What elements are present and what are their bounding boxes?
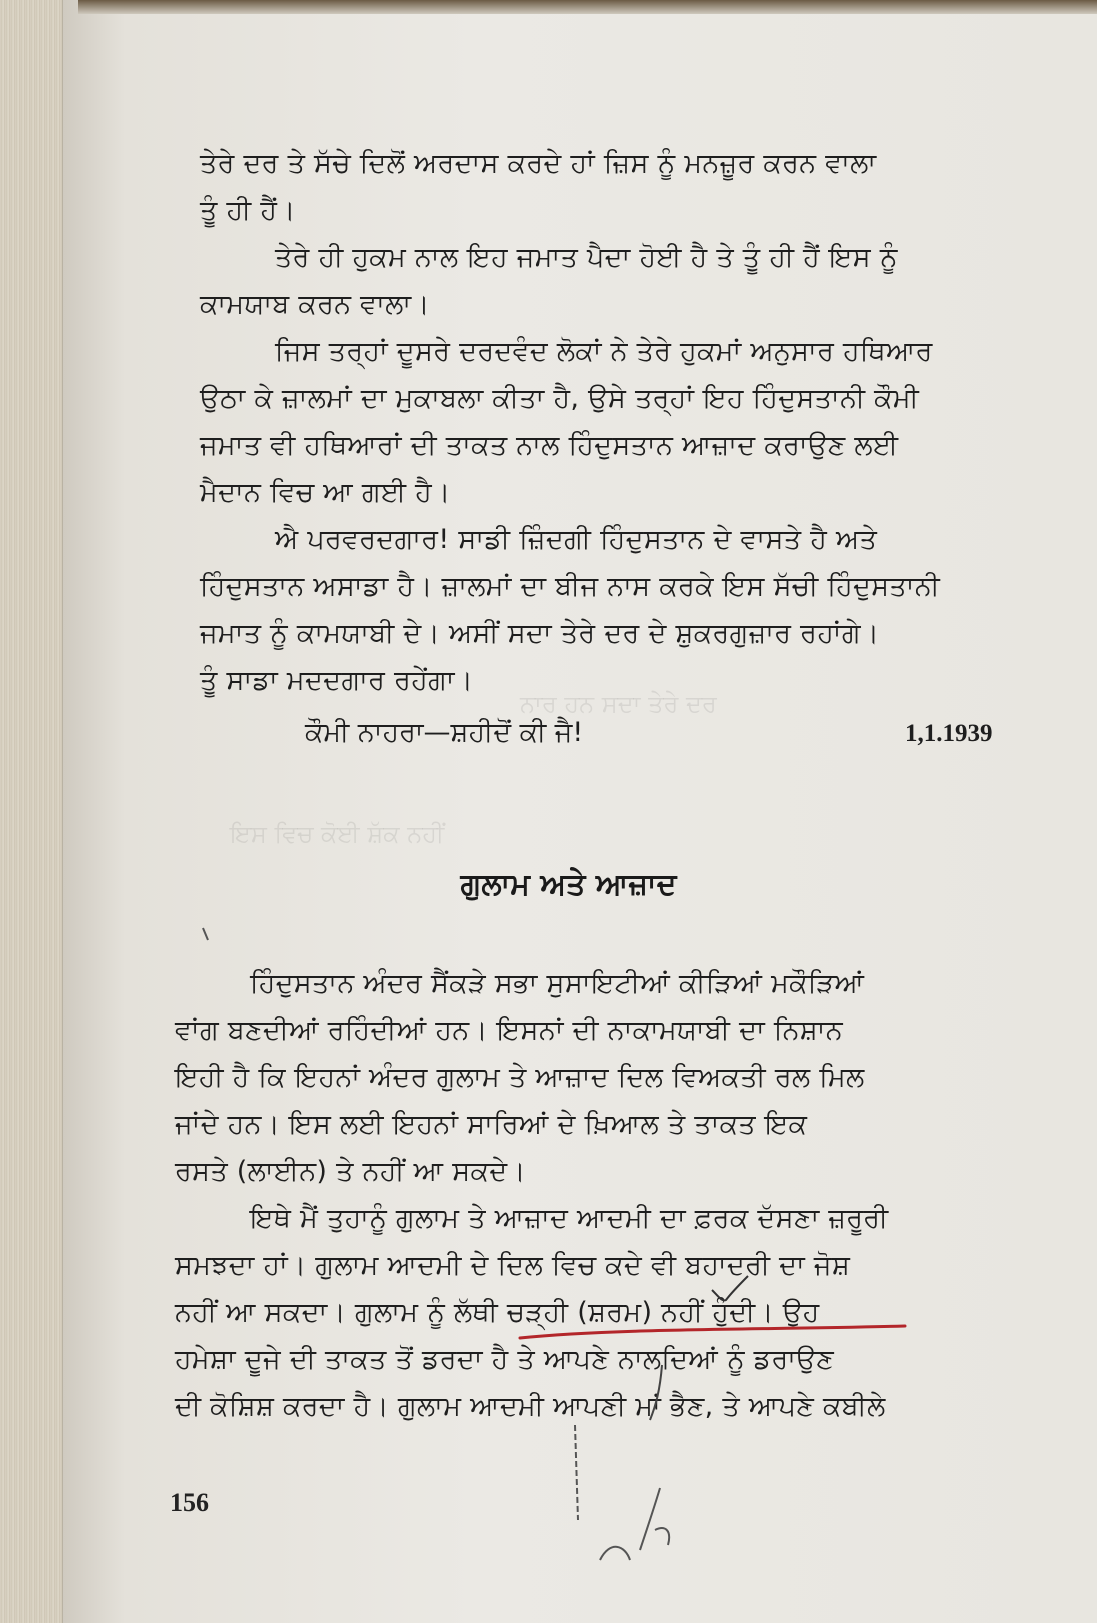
- page-number: 156: [170, 1488, 209, 1517]
- text-line: ਜਿਸ ਤਰ੍ਹਾਂ ਦੂਸਰੇ ਦਰਦਵੰਦ ਲੋਕਾਂ ਨੇ ਤੇਰੇ ਹੁਕਮਾਂ ਅਨੁਸਾਰ ਹਥਿਆਰ: [275, 336, 933, 367]
- text-line: ਦੀ ਕੋਸ਼ਿਸ਼ ਕਰਦਾ ਹੈ। ਗੁਲਾਮ ਆਦਮੀ ਆਪਣੀ ਮਾਂ ਭੈਣ, ਤੇ ਆਪਣੇ ਕਬੀਲੇ: [175, 1391, 886, 1422]
- page-top-shadow: [78, 0, 1097, 14]
- top-text-block: [200, 140, 1015, 704]
- bottom-text-block: [175, 960, 1010, 1430]
- text-line: ਤੇਰੇ ਦਰ ਤੇ ਸੱਚੇ ਦਿਲੋਂ ਅਰਦਾਸ ਕਰਦੇ ਹਾਂ ਜ਼ਿਸ ਨੂੰ ਮਨਜ਼ੂਰ ਕਰਨ ਵਾਲਾ: [200, 148, 877, 179]
- text-line: ਇਥੇ ਮੈਂ ਤੁਹਾਨੂੰ ਗੁਲਾਮ ਤੇ ਆਜ਼ਾਦ ਆਦਮੀ ਦਾ ਫ਼ਰਕ ਦੱਸਣਾ ਜ਼ਰੂਰੀ: [250, 1203, 889, 1234]
- text-line: ਉਠਾ ਕੇ ਜ਼ਾਲਮਾਂ ਦਾ ਮੁਕਾਬਲਾ ਕੀਤਾ ਹੈ, ਉਸੇ ਤਰ੍ਹਾਂ ਇਹ ਹਿੰਦੁਸਤਾਨੀ ਕੌਮੀ: [200, 383, 920, 414]
- text-line: ਹਿੰਦੁਸਤਾਨ ਅਸਾਡਾ ਹੈ। ਜ਼ਾਲਮਾਂ ਦਾ ਬੀਜ ਨਾਸ ਕਰਕੇ ਇਸ ਸੱਚੀ ਹਿੰਦੁਸਤਾਨੀ: [200, 571, 941, 602]
- text-line: ਜਾਂਦੇ ਹਨ। ਇਸ ਲਈ ਇਹਨਾਂ ਸਾਰਿਆਂ ਦੇ ਖ਼ਿਆਲ ਤੇ ਤਾਕਤ ਇਕ: [175, 1109, 808, 1140]
- text-line: ਇਹੀ ਹੈ ਕਿ ਇਹਨਾਂ ਅੰਦਰ ਗੁਲਾਮ ਤੇ ਆਜ਼ਾਦ ਦਿਲ ਵਿਅਕਤੀ ਰਲ ਮਿਲ: [175, 1062, 865, 1093]
- signature-line: ਕੌਮੀ ਨਾਹਰਾ—ਸ਼ਹੀਦੋਂ ਕੀ ਜੈ!: [305, 717, 584, 748]
- text-line: ਕਾਮਯਾਬ ਕਰਨ ਵਾਲਾ।: [200, 289, 430, 320]
- date: 1,1.1939: [905, 720, 993, 747]
- bleed-through-text: ਨਾਰ ਹਨ ਸਦਾ ਤੇਰੇ ਦਰ: [520, 690, 717, 718]
- text-line: ਹਮੇਸ਼ਾ ਦੂਜੇ ਦੀ ਤਾਕਤ ਤੋਂ ਡਰਦਾ ਹੈ ਤੇ ਆਪਣੇ ਨਾਲਦਿਆਂ ਨੂੰ ਡਰਾਉਣ: [175, 1344, 834, 1375]
- bleed-through-text: ਇਸ ਵਿਚ ਕੋਈ ਸ਼ੱਕ ਨਹੀਂ: [230, 820, 445, 848]
- text-line: ਹਿੰਦੁਸਤਾਨ ਅੰਦਰ ਸੈਂਕੜੇ ਸਭਾ ਸੁਸਾਇਟੀਆਂ ਕੀੜਿਆਂ ਮਕੌੜਿਆਂ: [250, 968, 865, 999]
- text-line: ਜਮਾਤ ਨੂੰ ਕਾਮਯਾਬੀ ਦੇ। ਅਸੀਂ ਸਦਾ ਤੇਰੇ ਦਰ ਦੇ ਸ਼ੁਕਰਗੁਜ਼ਾਰ ਰਹਾਂਗੇ।: [200, 618, 880, 649]
- text-line: ਤੇਰੇ ਹੀ ਹੁਕਮ ਨਾਲ ਇਹ ਜਮਾਤ ਪੈਦਾ ਹੋਈ ਹੈ ਤੇ ਤੂੰ ਹੀ ਹੈਂ ਇਸ ਨੂੰ: [275, 242, 898, 273]
- text-line: ਤੂੰ ਹੀ ਹੈਂ।: [200, 195, 296, 226]
- text-line: ਨਹੀਂ ਆ ਸਕਦਾ। ਗੁਲਾਮ ਨੂੰ ਲੱਥੀ ਚੜ੍ਹੀ (ਸ਼ਰਮ) ਨਹੀਂ ਹੁੰਦੀ। ਉਹ: [175, 1297, 820, 1328]
- text-line: ਤੂੰ ਸਾਡਾ ਮਦਦਗਾਰ ਰਹੇਂਗਾ।: [200, 665, 474, 696]
- text-line: ਮੈਦਾਨ ਵਿਚ ਆ ਗਈ ਹੈ।: [200, 477, 451, 508]
- text-line: ਐ ਪਰਵਰਦਗਾਰ! ਸਾਡੀ ਜ਼ਿੰਦਗੀ ਹਿੰਦੁਸਤਾਨ ਦੇ ਵਾਸਤੇ ਹੈ ਅਤੇ: [275, 524, 878, 555]
- text-line: ਸਮਝਦਾ ਹਾਂ। ਗੁਲਾਮ ਆਦਮੀ ਦੇ ਦਿਲ ਵਿਚ ਕਦੇ ਵੀ ਬਹਾਦਰੀ ਦਾ ਜੋਸ਼: [175, 1250, 851, 1281]
- section-heading: ਗੁਲਾਮ ਅਤੇ ਆਜ਼ਾਦ: [460, 867, 677, 902]
- text-line: ਰਸਤੇ (ਲਾਈਨ) ਤੇ ਨਹੀਂ ਆ ਸਕਦੇ।: [175, 1156, 526, 1187]
- text-line: ਵਾਂਗ ਬਣਦੀਆਂ ਰਹਿੰਦੀਆਂ ਹਨ। ਇਸਨਾਂ ਦੀ ਨਾਕਾਮਯਾਬੀ ਦਾ ਨਿਸ਼ਾਨ: [175, 1015, 843, 1046]
- text-line: ਜਮਾਤ ਵੀ ਹਥਿਆਰਾਂ ਦੀ ਤਾਕਤ ਨਾਲ ਹਿੰਦੁਸਤਾਨ ਆਜ਼ਾਦ ਕਰਾਉਣ ਲਈ: [200, 430, 899, 461]
